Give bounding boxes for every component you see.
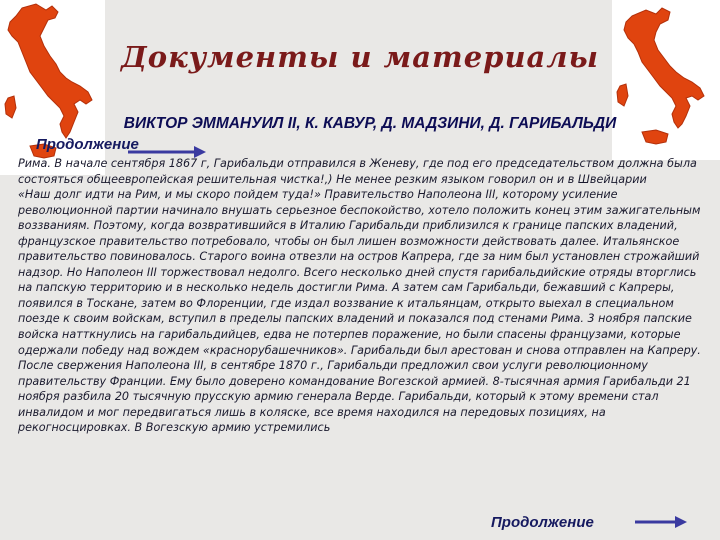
- document-text: [18, 156, 714, 436]
- italy-map-shape: [612, 0, 720, 160]
- italy-map-icon: [612, 0, 720, 160]
- section-heading: ВИКТОР ЭММАНУИЛ II, К. КАВУР, Д. МАДЗИНИ, Д. ГАРИБАЛЬДИ: [123, 115, 617, 132]
- paragraph: Рима. В начале сентября 1867 г, Гарибальди отправился в Женеву, где под его председательством должна была состояться общеевропейская решительная чистка!,) Не менее резким языком говорил он и в Швейцарии: [18, 157, 697, 186]
- continue-link-bottom[interactable]: Продолжение: [491, 514, 594, 531]
- page-title: Документы и материалы: [120, 40, 600, 74]
- continue-link-top[interactable]: Продолжение: [36, 136, 139, 153]
- arrow-right-icon[interactable]: [635, 516, 687, 528]
- paragraph: После свержения Наполеона III, в сентябре 1870 г., Гарибальди предложил свои услуги революционному правительству Франции. Ему было доверено командование Вогезской армией. 8-тысячная армия Гарибальди 21 ноября разбила 20 тысячную прусскую армию генерала Верде. Гарибальди, который к этому времени стал инвалидом и мог передвигаться лишь в коляске, все время находился на передовых позициях, на рекогносцировках. В Вогезскую армию устремились: [18, 359, 691, 435]
- paragraph: «Наш долг идти на Рим, и мы скоро пойдем туда!» Правительство Наполеона III, которому усиление революционной партии начинало внушать серьезное беспокойство, хотело положить конец этим зажигательным воззваниям. Поэтому, когда возвратившийся в Италию Гарибальди приблизился к границе папских владений, французское правительство потребовало, чтобы он был лишен возможности действовать далее. Итальянское правительство повиновалось. Старого воина отвезли на остров Капрера, где за ним был установлен строжайший надзор. Но Наполеон III торжествовал недолго. Всего несколько дней спустя гарибальдийские отряды вторглись на папскую территорию и в несколько недель достигли Рима. А затем сам Гарибальди, бежавший с Капреры, появился в Тоскане, затем во Флоренции, где издал воззвание к итальянцам, открыто выехал в специальном поезде к своим войскам, вступил в пределы папских владений и показался под стенами Рима. 3 ноября папские войска натткнулись на гарибальдийцев, едва не потерпев поражение, но были спасены французами, которые одержали победу над вождем «краснорубашечников». Гарибальди был арестован и снова отправлен на Капреру.: [18, 188, 701, 357]
